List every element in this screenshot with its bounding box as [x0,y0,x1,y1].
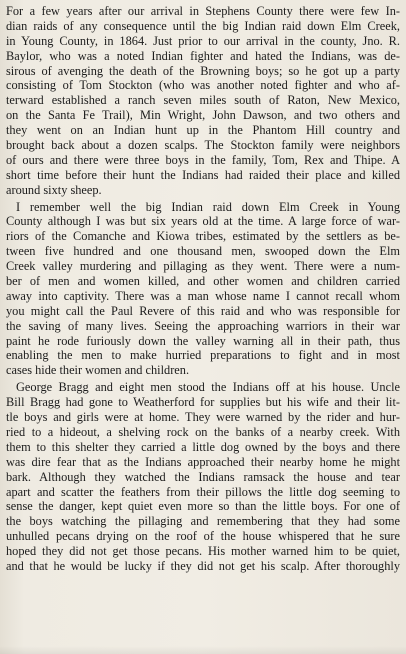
paragraph-2 [6,200,400,379]
text-line: enabling the men to make hurried preparations to fight and in most [6,348,400,363]
text-line: sense the danger, kept quiet even more so than the little boys. For one of [6,499,400,514]
text-line: cases hide their women and children. [6,363,190,378]
text-line: hoped they did not get those pecans. His mother warned him to be quiet, [6,544,400,559]
text-line: sirous of avenging the death of the Browning boys; so he got up a party [6,63,400,78]
text-line: Baylor, who was a noted Indian fighter and hated the Indians, was de- [6,48,400,63]
text-line: they went on an Indian hunt up in the Phantom Hill country and [6,123,400,138]
text-line: of ours and there were three boys in the family, Tom, Rex and Thipe. A [6,152,400,167]
text-line: County although I was but six years old at the time. A large force of war- [6,214,400,229]
text-line: away into captivity. There was a man whose name I cannot recall whom [6,288,400,303]
text-line: riors of the Comanche and Kiowa tribes, estimated by the settlers as be- [6,229,400,244]
text-line: on the Santa Fe Trail), Min Wright, John Dawson, and two others and [6,108,400,123]
text-line: brought back about a dozen scalps. The Stockton family were neighbors [6,138,400,153]
text-line: the saving of many lives. Seeing the approaching warriors in their war [6,318,400,333]
text-line: consisting of Tom Stockton (who was another noted fighter and who af- [6,78,400,93]
text-line: in Young County, in 1864. Just prior to our arrival in the county, Jno. R. [6,33,400,48]
text-line: them to this shelter they carried a little dog owned by the boys and there [6,439,400,454]
paragraph-3 [6,380,400,574]
text-line: the boys watching the pillaging and remembering that they had some [6,514,400,529]
text-line: Bill Bragg had gone to Weatherford for supplies but his wife and their lit- [6,395,400,410]
text-line: you might call the Paul Revere of this raid and who was responsible for [6,303,400,318]
text-line: tle boys and girls were at home. They were warned by the rider and hur- [6,410,400,425]
text-line: For a few years after our arrival in Stephens County there were few In- [6,4,400,18]
text-line: bark. Although they watched the Indians ramsack the house and tear [6,469,400,484]
paragraph-1 [6,4,400,198]
text-line: was dire fear that as the Indians approached their nearby home he might [6,454,400,469]
text-line: apart and scatter the feathers from their pillows the little dog seeming to [6,484,400,499]
text-line: short time before their hunt the Indians had raided their place and killed [6,167,400,182]
text-line: Creek valley murdering and pillaging as they went. There were a num- [6,259,400,274]
page-text [6,4,400,574]
text-line: I remember well the big Indian raid down Elm Creek in Young [16,199,400,214]
text-line: terward established a ranch seven miles south of Raton, New Mexico, [6,93,400,108]
text-line: tween five hundred and one thousand men, swooped down the Elm [6,244,400,259]
text-line: unhulled pecans drying on the roof of the house whispered that he sure [6,529,400,544]
text-line: George Bragg and eight men stood the Indians off at his house. Uncle [16,380,400,395]
text-line: paint he rode furiously down the valley warning all in their path, thus [6,333,400,348]
text-line: and that he would be lucky if they did not get his scalp. After thoroughly [6,558,400,573]
text-line: around sixty sheep. [6,182,102,197]
text-line: dian raids of any consequence until the big Indian raid down Elm Creek, [6,18,400,33]
text-line: ried to a hideout, a shelving rock on the banks of a nearby creek. With [6,424,400,439]
text-line: ber of men and women killed, and other women and children carried [6,274,400,289]
